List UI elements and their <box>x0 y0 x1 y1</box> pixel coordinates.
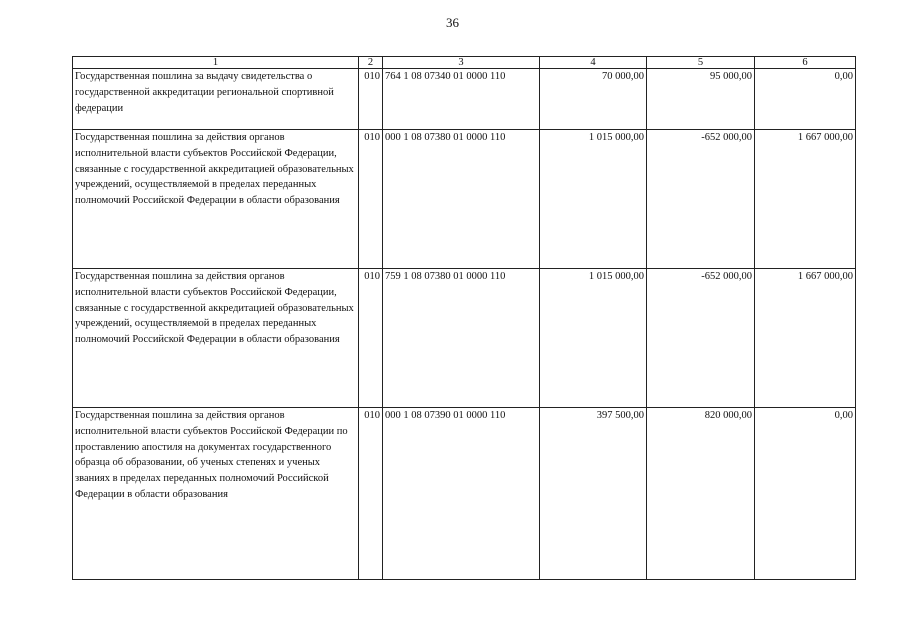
row-col6-cell: 0,00 <box>755 69 856 130</box>
table-row <box>73 69 856 130</box>
row-kbk-cell: 000 1 08 07380 01 0000 110 <box>383 130 540 269</box>
row-col6-cell: 1 667 000,00 <box>755 130 856 269</box>
row-code-cell: 010 <box>359 130 383 269</box>
row-code-cell: 010 <box>359 269 383 408</box>
row-col5-cell: 820 000,00 <box>647 408 755 580</box>
budget-table <box>72 56 856 580</box>
row-kbk-cell: 764 1 08 07340 01 0000 110 <box>383 69 540 130</box>
column-header: 5 <box>647 57 755 69</box>
row-name-cell: Государственная пошлина за действия органов исполнительной власти субъектов Российской Федерации, связанные с государственной аккредитацией образовательных учреждений, осуществляемой в пределах переданных полномочий Российской Федерации в области образования <box>73 269 359 408</box>
row-kbk-cell: 759 1 08 07380 01 0000 110 <box>383 269 540 408</box>
row-col5-cell: -652 000,00 <box>647 269 755 408</box>
table-row <box>73 408 856 580</box>
column-header: 1 <box>73 57 359 69</box>
table-row <box>73 269 856 408</box>
row-col6-cell: 0,00 <box>755 408 856 580</box>
column-header: 2 <box>359 57 383 69</box>
page-number: 36 <box>446 15 459 30</box>
table-row <box>73 130 856 269</box>
row-col5-cell: 95 000,00 <box>647 69 755 130</box>
row-code-cell: 010 <box>359 408 383 580</box>
row-col4-cell: 397 500,00 <box>540 408 647 580</box>
row-name-cell: Государственная пошлина за действия органов исполнительной власти субъектов Российской Федерации, связанные с государственной аккредитацией образовательных учреждений, осуществляемой в пределах переданных полномочий Российской Федерации в области образования <box>73 130 359 269</box>
row-name-cell: Государственная пошлина за выдачу свидетельства о государственной аккредитации региональной спортивной федерации <box>73 69 359 130</box>
row-kbk-cell: 000 1 08 07390 01 0000 110 <box>383 408 540 580</box>
row-col4-cell: 70 000,00 <box>540 69 647 130</box>
row-col5-cell: -652 000,00 <box>647 130 755 269</box>
row-col4-cell: 1 015 000,00 <box>540 130 647 269</box>
row-name-cell: Государственная пошлина за действия органов исполнительной власти субъектов Российской Федерации по проставлению апостиля на документах государственного образца об образовании, об ученых степенях и ученых званиях в пределах переданных полномочий Российской Федерации в области образования <box>73 408 359 580</box>
row-code-cell: 010 <box>359 69 383 130</box>
row-col4-cell: 1 015 000,00 <box>540 269 647 408</box>
column-header: 6 <box>755 57 856 69</box>
column-header: 4 <box>540 57 647 69</box>
table-header-row <box>73 57 856 69</box>
row-col6-cell: 1 667 000,00 <box>755 269 856 408</box>
column-header: 3 <box>383 57 540 69</box>
